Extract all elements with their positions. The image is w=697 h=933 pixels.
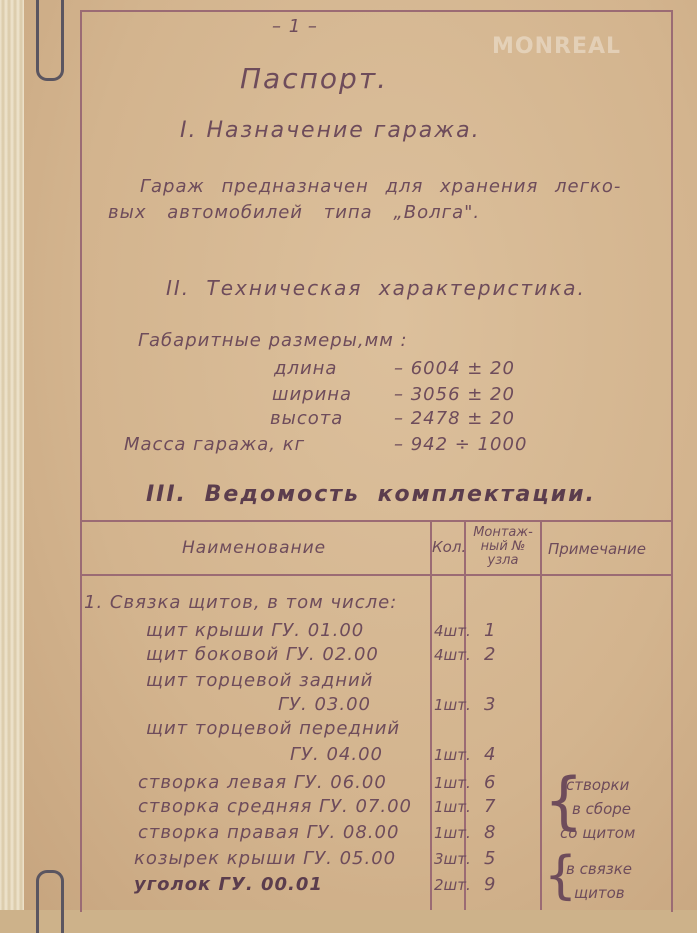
dim-label-length: длина xyxy=(274,358,338,379)
table-row-name: щит торцевой задний xyxy=(146,670,374,691)
table-row-qty: 1шт. xyxy=(434,824,471,842)
table-row-name: створка правая ГУ. 08.00 xyxy=(138,822,400,843)
col-header-node: Монтаж-ный № узла xyxy=(473,525,533,568)
table-row-name: ГУ. 03.00 xyxy=(278,694,371,715)
mass-label: Масса гаража, кг xyxy=(124,434,306,455)
table-row-name: щит крыши ГУ. 01.00 xyxy=(146,620,365,641)
group-title: 1. Связка щитов, в том числе: xyxy=(84,592,398,613)
table-row-node: 2 xyxy=(484,644,497,665)
col-header-qty: Кол. xyxy=(432,538,467,556)
table-row-node: 1 xyxy=(484,620,497,641)
dim-value-height: – 2478 ± 20 xyxy=(394,408,515,429)
section1-heading: I. Назначение гаража. xyxy=(180,118,481,143)
mass-value: – 942 ÷ 1000 xyxy=(394,434,528,455)
paper-stack-edge xyxy=(0,0,26,910)
table-row-qty: 1шт. xyxy=(434,696,471,714)
table-row-name: щит торцевой передний xyxy=(146,718,401,739)
note2-line1: в связке xyxy=(566,860,632,878)
table-row-name: створка левая ГУ. 06.00 xyxy=(138,772,387,793)
table-row-node: 7 xyxy=(484,796,497,817)
table-row-qty: 1шт. xyxy=(434,746,471,764)
note1-line1: створки xyxy=(566,776,630,794)
table-row-node: 6 xyxy=(484,772,497,793)
note-brace-1: { xyxy=(544,764,584,837)
dim-label-width: ширина xyxy=(272,384,353,405)
table-row-node: 5 xyxy=(484,848,497,869)
section2-heading: II. Техническая характеристика. xyxy=(166,276,586,300)
table-row-node: 3 xyxy=(484,694,497,715)
col-header-name: Наименование xyxy=(182,538,327,558)
note2-line2: щитов xyxy=(574,884,625,902)
col-header-note: Примечание xyxy=(548,540,646,558)
table-row-qty: 2шт. xyxy=(434,876,471,894)
dim-value-length: – 6004 ± 20 xyxy=(394,358,515,379)
table-row-qty: 3шт. xyxy=(434,850,471,868)
table-col-divider-1 xyxy=(430,520,432,910)
table-row-name: козырек крыши ГУ. 05.00 xyxy=(134,848,397,869)
page-number: – 1 – xyxy=(272,16,318,37)
table-top-rule xyxy=(80,520,671,522)
section1-text-line1: Гараж предназначен для хранения легко- xyxy=(140,176,622,197)
table-row-qty: 1шт. xyxy=(434,798,471,816)
section1-text-line2: вых автомобилей типа „Волга". xyxy=(108,202,481,223)
document-title: Паспорт. xyxy=(240,62,389,95)
table-row-node: 4 xyxy=(484,744,497,765)
table-row-name: уголок ГУ. 00.01 xyxy=(134,874,323,895)
paper-clip-top xyxy=(36,0,64,81)
table-row-node: 9 xyxy=(484,874,497,895)
table-row-name: щит боковой ГУ. 02.00 xyxy=(146,644,379,665)
dims-label: Габаритные размеры,мм : xyxy=(138,330,408,351)
table-row-name: створка средняя ГУ. 07.00 xyxy=(138,796,413,817)
dim-value-width: – 3056 ± 20 xyxy=(394,384,515,405)
note-brace-2: { xyxy=(544,846,578,906)
note1-line2: в сборе xyxy=(572,800,632,818)
table-row-node: 8 xyxy=(484,822,497,843)
note1-line3: со щитом xyxy=(560,824,636,842)
table-header-rule xyxy=(80,574,671,576)
table-row-qty: 4шт. xyxy=(434,646,471,664)
watermark: MONREAL xyxy=(492,34,622,59)
table-col-divider-3 xyxy=(540,520,542,910)
table-row-name: ГУ. 04.00 xyxy=(290,744,383,765)
dim-label-height: высота xyxy=(270,408,344,429)
table-row-qty: 1шт. xyxy=(434,774,471,792)
section3-heading: III. Ведомость комплектации. xyxy=(146,482,596,507)
paper-clip-bottom xyxy=(36,870,64,933)
table-row-qty: 4шт. xyxy=(434,622,471,640)
